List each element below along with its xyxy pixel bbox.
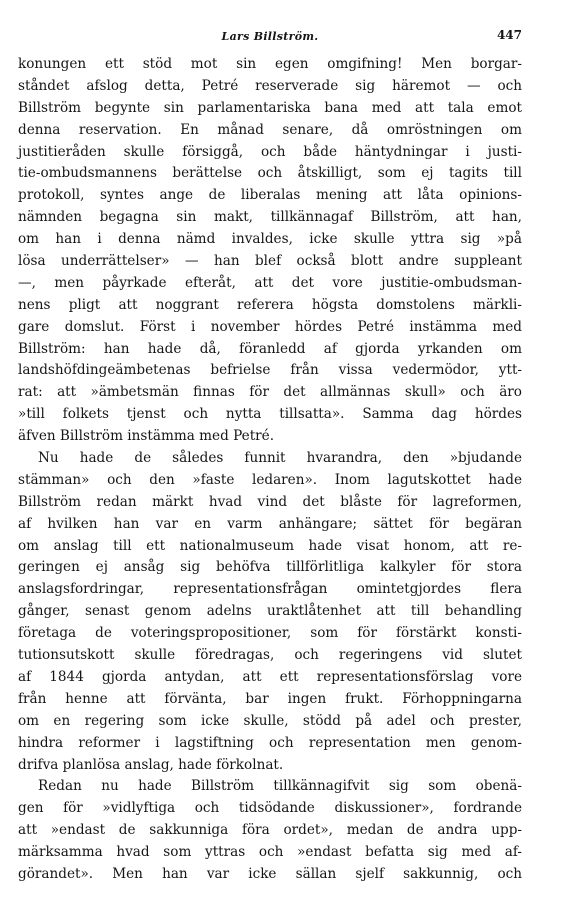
text-line: nämnden begagna sin makt, tillkännagaf Billström, att han, — [18, 209, 522, 226]
text-line: protokoll, syntes ange de liberalas mening att låta opinions- — [18, 187, 522, 204]
text-line: att »endast de sakkunniga föra ordet», medan de andra upp- — [18, 822, 522, 839]
text-line: görandet». Men han var icke sällan sjelf sakkunnig, och — [18, 865, 522, 882]
text-line: —, men påyrkade efteråt, att det vore justitie-ombudsman- — [18, 274, 522, 291]
text-line: Billström: han hade då, föranledd af gjorda yrkanden om — [18, 340, 522, 357]
running-title: Lars Billström. — [221, 30, 319, 43]
text-line: af 1844 gjorda antydan, att ett representationsförslag vore — [18, 668, 522, 685]
text-line: af hvilken han var en varm anhängare; sättet för begäran — [18, 515, 522, 532]
text-line: företaga de voteringspropositioner, som för förstärkt konsti- — [18, 625, 522, 642]
text-line: om en regering som icke skulle, stödd på adel och prester, — [18, 712, 522, 729]
page-number: 447 — [496, 28, 522, 42]
text-line: tutionsutskott skulle föredragas, och regeringens vid slutet — [18, 647, 522, 664]
text-line: geringen ej ansåg sig behöfva tillförlitliga kalkyler för stora — [18, 559, 522, 576]
text-line: denna reservation. En månad senare, då omröstningen om — [18, 121, 522, 138]
text-line: hindra reformer i lagstiftning och representation men genom- — [18, 734, 522, 751]
text-line: nens pligt att noggrant referera högsta domstolens märkli- — [18, 296, 522, 313]
text-line: justitieråden skulle försiggå, och både häntydningar i justi- — [18, 143, 522, 160]
text-line: rat: att »ämbetsmän finnas för det allmännas skull» och äro — [18, 384, 522, 401]
text-line: gen för »vidlyftiga och tidsödande diskussioner», fordrande — [18, 800, 522, 817]
text-line: om han i denna nämd invaldes, icke skulle yttra sig »på — [18, 231, 522, 248]
paragraph-start-line: Redan nu hade Billström tillkännagifvit sig som obenä- — [38, 778, 522, 795]
text-line: tie-ombudsmannens berättelse och åtskilligt, som ej tagits till — [18, 165, 522, 182]
text-line: Billström redan märkt hvad vind det blåste för lagreformen, — [18, 493, 522, 510]
paragraph-end-line: drifva planlösa anslag, hade förkolnat. — [18, 756, 284, 773]
paragraph-start-line: Nu hade de således funnit hvarandra, den »bjudande — [38, 450, 522, 467]
text-line: Billström begynte sin parlamentariska bana med att tala emot — [18, 99, 522, 116]
text-line: märksamma hvad som yttras och »endast befatta sig med af- — [18, 844, 522, 861]
text-line: landshöfdingeämbetenas befrielse från vissa vedermödor, ytt- — [18, 362, 522, 379]
body-text — [18, 54, 522, 886]
text-line: »till folkets tjenst och nytta tillsatta». Samma dag hördes — [18, 406, 522, 423]
text-line: ståndet afslog detta, Petré reserverade sig häremot — och — [18, 77, 522, 94]
text-line: lösa underrättelser» — han blef också blott andre suppleant — [18, 253, 522, 270]
text-line: gånger, senast genom adelns uraktlåtenhet att till behandling — [18, 603, 522, 620]
text-line: konungen ett stöd mot sin egen omgifning! Men borgar- — [18, 56, 522, 72]
running-head — [18, 30, 522, 54]
paragraph-end-line: äfven Billström instämma med Petré. — [18, 428, 275, 445]
text-line: anslagsfordringar, representationsfrågan omintetgjordes flera — [18, 581, 522, 598]
text-line: stämman» och den »faste ledaren». Inom lagutskottet hade — [18, 471, 522, 488]
text-line: gare domslut. Först i november hördes Petré instämma med — [18, 318, 522, 335]
text-line: om anslag till ett nationalmuseum hade visat honom, att re- — [18, 537, 522, 554]
text-line: från henne att förvänta, bar ingen frukt. Förhoppningarna — [18, 690, 522, 707]
book-page — [18, 30, 522, 886]
